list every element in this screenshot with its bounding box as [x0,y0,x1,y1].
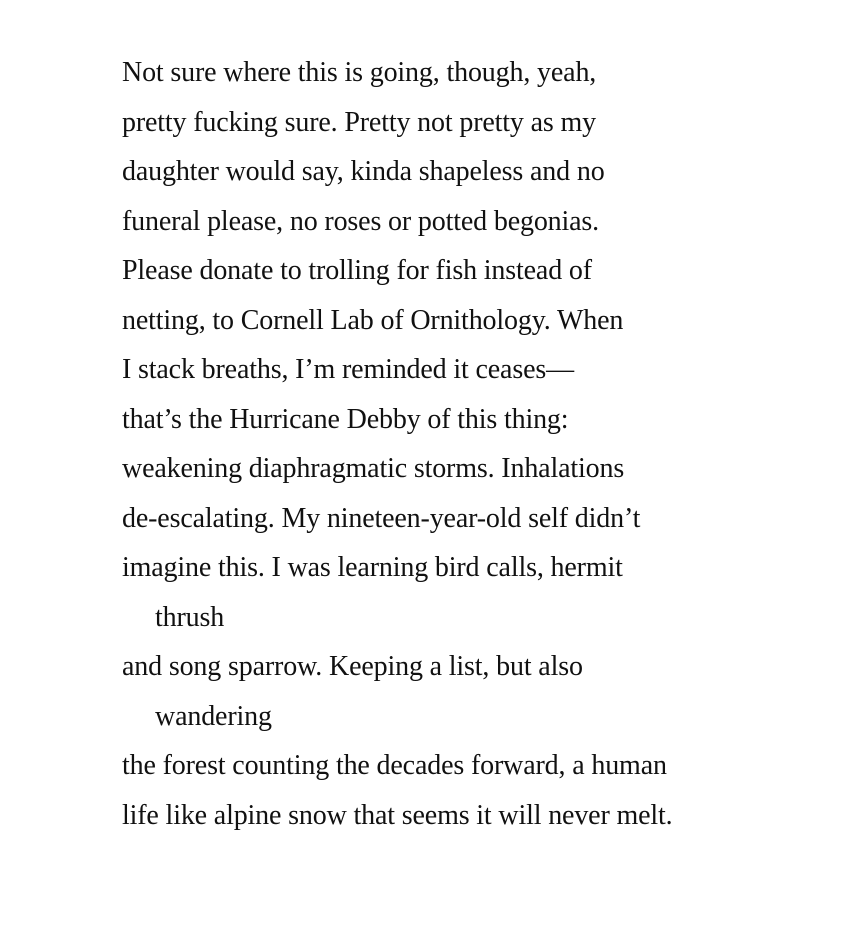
poem-line: Not sure where this is going, though, yeah, [122,57,597,88]
poem-line: and song sparrow. Keeping a list, but also [122,651,583,682]
poem-line-continuation: wandering [155,700,272,732]
poem-line: I stack breaths, I’m reminded it ceases— [122,354,574,385]
poem-line-continuation: thrush [155,601,225,633]
poem-line: weakening diaphragmatic storms. Inhalations [122,453,625,484]
poem-line: imagine this. I was learning bird calls, hermit [122,552,623,583]
poem-line: de-escalating. My nineteen-year-old self didn’t [122,502,641,534]
poem-line: netting, to Cornell Lab of Ornithology. When [122,304,624,336]
poem-line: pretty fucking sure. Pretty not pretty as my [122,106,596,138]
poem-line: that’s the Hurricane Debby of this thing: [122,403,569,435]
poem-line: the forest counting the decades forward, a human [122,750,667,781]
poem-line: funeral please, no roses or potted begonias. [122,205,600,237]
poem-line: Please donate to trolling for fish instead of [122,255,592,286]
poem-line: daughter would say, kinda shapeless and no [122,156,605,187]
poem-line: life like alpine snow that seems it will never melt. [122,799,673,831]
poem-text [122,48,832,840]
